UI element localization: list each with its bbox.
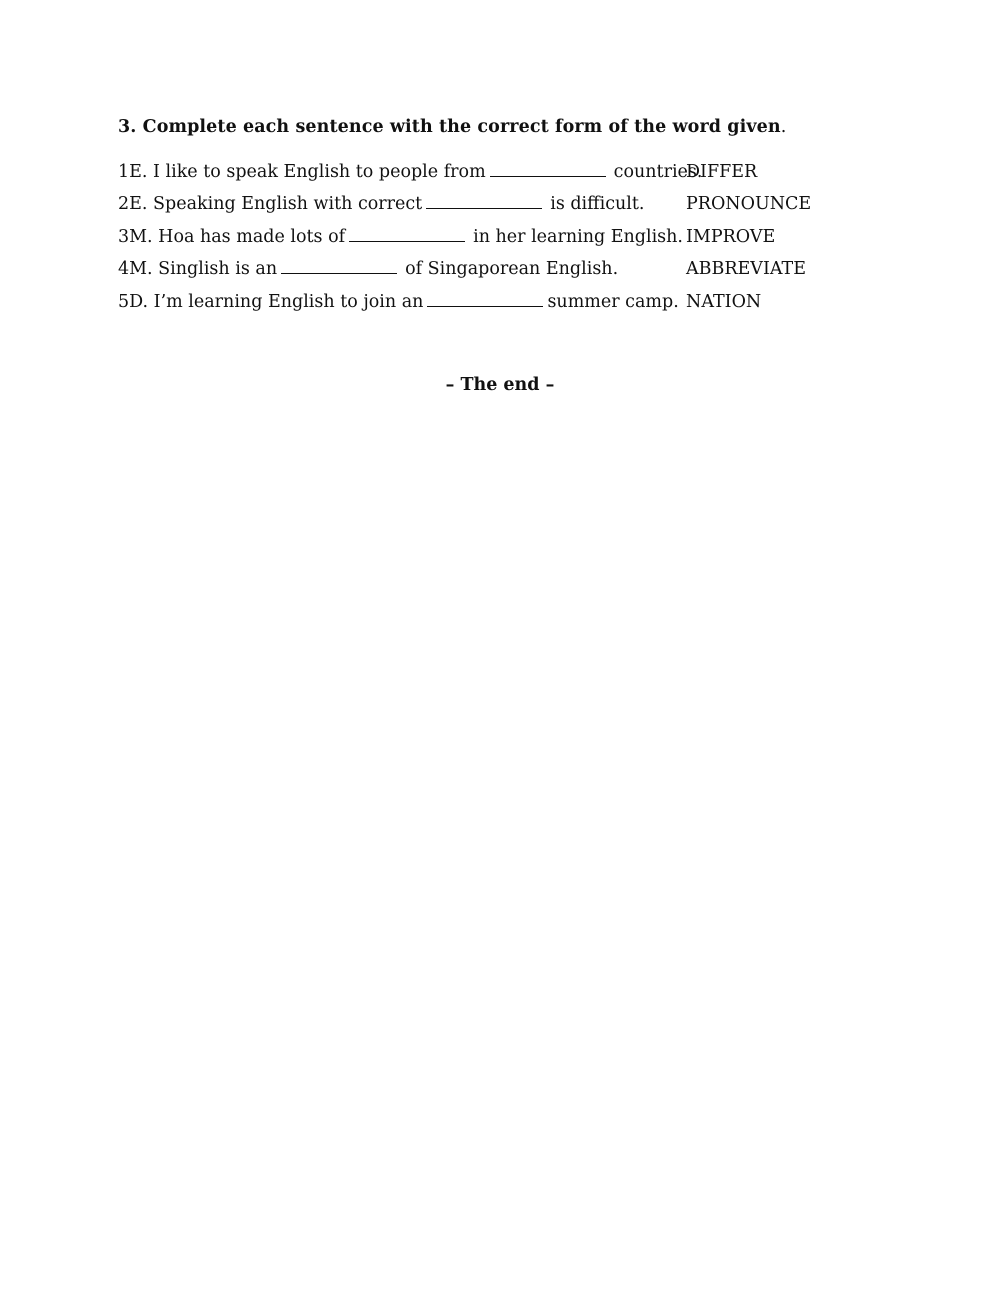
sentence-start: 4M. Singlish is an (118, 259, 278, 280)
exercise-heading (118, 117, 786, 137)
sentence-start: 2E. Speaking English with correct (118, 194, 423, 215)
the-end-footer: – The end – (445, 375, 555, 395)
sentence-start: 1E. I like to speak English to people from (118, 162, 486, 182)
exercise-item-5 (118, 290, 878, 322)
exercise-title: 3. Complete each sentence with the correct form of the word given (118, 117, 781, 137)
exercise-title-period: . (780, 117, 787, 137)
sentence (118, 257, 618, 281)
sentence-end: countries. (613, 162, 703, 182)
sentence (118, 192, 644, 216)
answer-blank[interactable] (426, 192, 542, 209)
given-word: NATION (686, 291, 762, 312)
sentence-end: of Singaporean English. (405, 259, 619, 280)
sentence-start: 5D. I’m learning English to join an (118, 291, 424, 312)
given-word: PRONOUNCE (686, 194, 812, 215)
sentence (118, 160, 702, 184)
exercise-item-1 (118, 160, 878, 192)
exercise-items (118, 160, 878, 322)
answer-blank[interactable] (349, 225, 465, 242)
given-word: DIFFER (686, 162, 758, 182)
exercise-item-4 (118, 257, 878, 289)
answer-blank[interactable] (490, 160, 606, 177)
sentence-start: 3M. Hoa has made lots of (118, 226, 346, 247)
sentence-end: in her learning English. (473, 226, 683, 247)
given-word: ABBREVIATE (686, 259, 806, 280)
sentence-end: summer camp. (547, 291, 679, 312)
answer-blank[interactable] (427, 290, 543, 307)
sentence (118, 290, 679, 314)
sentence-end: is difficult. (550, 194, 645, 215)
exercise-item-2 (118, 192, 878, 224)
answer-blank[interactable] (281, 257, 397, 274)
exercise-item-3 (118, 225, 878, 257)
given-word: IMPROVE (686, 226, 776, 247)
sentence (118, 225, 683, 249)
